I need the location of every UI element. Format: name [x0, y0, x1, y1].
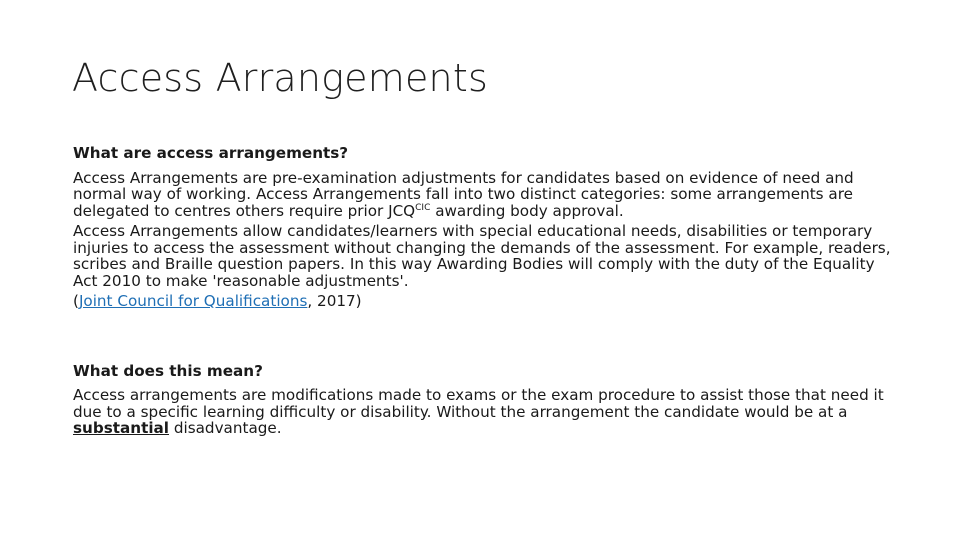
section2-text: Access arrangements are modifications made to exams or the exam procedure to assist those that need it due to a specific learning difficulty or disability. Without the arrangement the candidate would be at a	[73, 386, 884, 421]
section2-heading: What does this mean?	[73, 361, 263, 380]
para1-text: Access Arrangements are pre-examination adjustments for candidates based on evidence of need and normal way of working. Access Arrangements fall into two distinct categories: some arrangements are delegated to centres others require prior JCQ	[73, 168, 854, 220]
citation-open: (	[73, 292, 79, 310]
section-spacer	[73, 310, 893, 363]
slide-body	[73, 145, 893, 441]
citation-close: , 2017)	[307, 292, 362, 310]
cic-superscript: CIC	[415, 202, 431, 213]
section2-text-end: disadvantage.	[169, 419, 282, 437]
citation	[73, 293, 893, 310]
slide-title: Access Arrangements	[72, 56, 488, 100]
section1-heading: What are access arrangements?	[73, 144, 349, 162]
section1-paragraph-1	[73, 170, 893, 220]
substantial-emphasis: substantial	[73, 419, 170, 437]
para1-text-end: awarding body approval.	[430, 201, 624, 220]
section1-paragraph-2: Access Arrangements allow candidates/learners with special educational needs, disabilities or temporary injuries to access the assessment without changing the demands of the assessment. For example, readers, scribes and Braille question papers. In this way Awarding Bodies will comply with the duty of the Equality Act 2010 to make 'reasonable adjustments'.	[73, 222, 891, 290]
jcq-link[interactable]: Joint Council for Qualifications	[78, 292, 308, 310]
section2-paragraph	[73, 387, 893, 437]
